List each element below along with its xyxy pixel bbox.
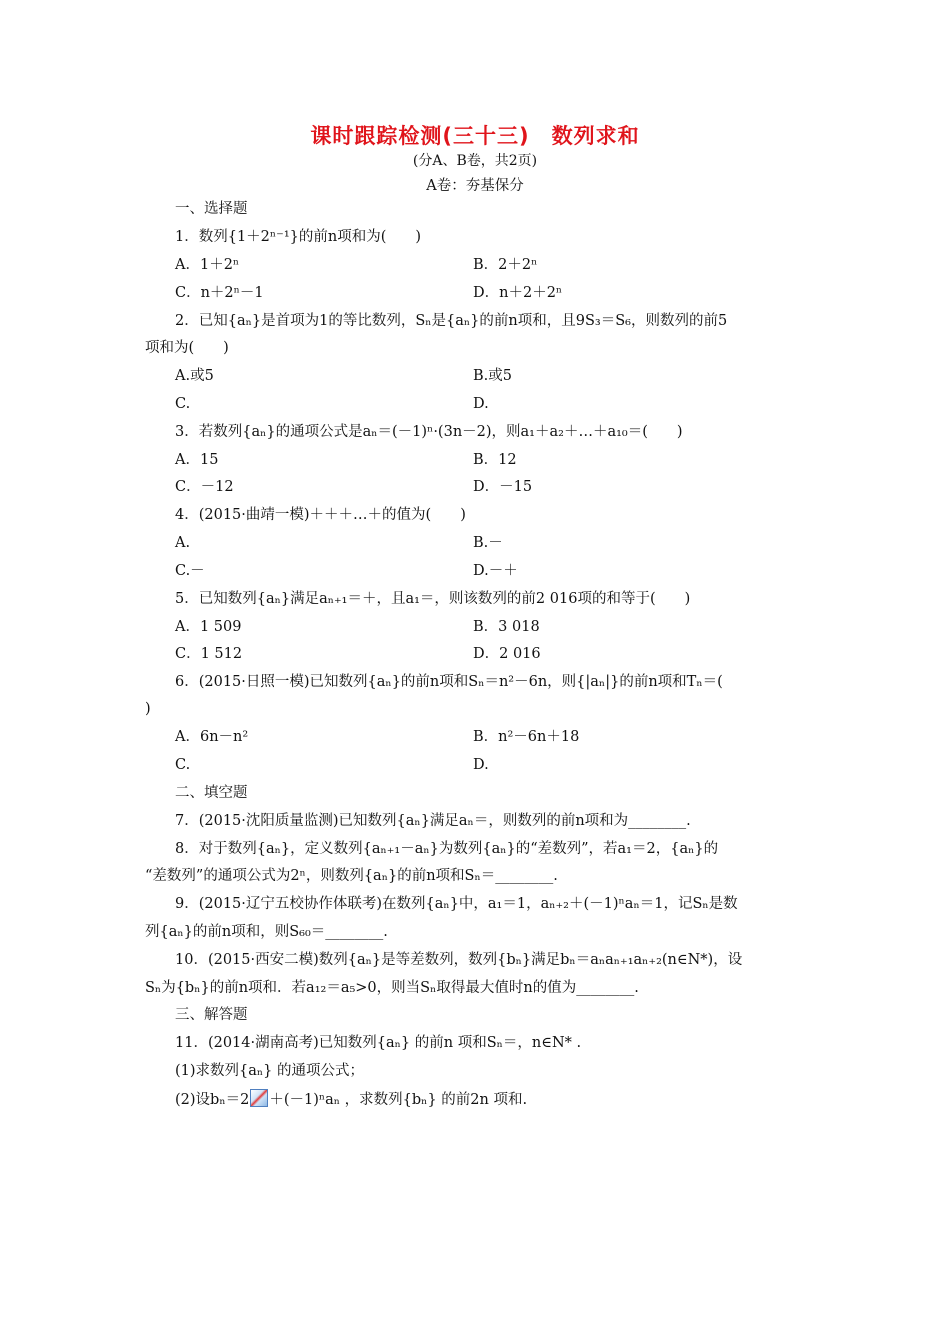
question-10-cont: Sₙ为{bₙ}的前n项和．若a₁₂＝a₅>0，则当Sₙ取得最大值时n的值为________. <box>145 980 639 996</box>
question-5: 5．已知数列{aₙ}满足aₙ₊₁＝＋，且a₁＝，则该数列的前2 016项的和等于( ) <box>175 591 691 607</box>
section-heading: 三、解答题 <box>175 1007 248 1023</box>
question-11-part-2 <box>175 1089 527 1110</box>
formula-image-icon <box>250 1089 268 1107</box>
option-b: B．n²－6n＋18 <box>473 729 580 745</box>
option-d: D. <box>473 757 489 773</box>
option-a: A．15 <box>175 452 219 468</box>
question-2-cont: 项和为( ) <box>145 340 229 356</box>
question-7: 7．(2015·沈阳质量监测)已知数列{aₙ}满足aₙ＝，则数列的前n项和为________. <box>175 813 691 829</box>
page-title: 课时跟踪检测(三十三) 数列求和 <box>310 124 640 148</box>
question-3: 3．若数列{aₙ}的通项公式是aₙ＝(－1)ⁿ·(3n－2)，则a₁＋a₂＋…＋a₁₀＝( ) <box>175 424 683 440</box>
option-b: B．3 018 <box>473 619 540 635</box>
question-10: 10．(2015·西安二模)数列{aₙ}是等差数列，数列{bₙ}满足bₙ＝aₙaₙ₊₁aₙ₊₂(n∈N*)，设 <box>175 952 743 968</box>
question-11: 11．(2014·湖南高考)已知数列{aₙ} 的前n 项和Sₙ＝，n∈N* . <box>175 1035 582 1051</box>
option-b: B.或5 <box>473 368 512 384</box>
question-8-cont: “差数列”的通项公式为2ⁿ，则数列{aₙ}的前n项和Sₙ＝________. <box>145 868 558 884</box>
option-a: A．1＋2ⁿ <box>175 257 240 273</box>
question-6-cont: ) <box>145 701 151 717</box>
section-heading: 二、填空题 <box>175 785 248 801</box>
option-a: A．1 509 <box>175 619 242 635</box>
option-a: A. <box>175 535 191 551</box>
option-b: B．12 <box>473 452 517 468</box>
option-b: B．2＋2ⁿ <box>473 257 538 273</box>
question-4: 4．(2015·曲靖一模)＋＋＋…＋的值为( ) <box>175 507 466 523</box>
question-9: 9．(2015·辽宁五校协作体联考)在数列{aₙ}中，a₁＝1，aₙ₊₂＋(－1)ⁿaₙ＝1，记Sₙ是数 <box>175 896 738 912</box>
option-d: D.－＋ <box>473 563 518 579</box>
option-c: C．－12 <box>175 479 234 495</box>
page-subtitle: (分A、B卷，共2页) <box>412 153 538 169</box>
question-11-part-1: (1)求数列{aₙ} 的通项公式； <box>175 1063 365 1079</box>
question-6: 6．(2015·日照一模)已知数列{aₙ}的前n项和Sₙ＝n²－6n，则{|aₙ|}的前n项和Tₙ＝( <box>175 674 723 690</box>
option-d: D．－15 <box>473 479 533 495</box>
section-heading: 一、选择题 <box>175 201 248 217</box>
question-9-cont: 列{aₙ}的前n项和，则S₆₀＝________. <box>145 924 388 940</box>
option-d: D．2 016 <box>473 646 541 662</box>
part-2-start: (2)设bₙ＝2 <box>175 1092 250 1108</box>
question-8: 8．对于数列{aₙ}，定义数列{aₙ₊₁－aₙ}为数列{aₙ}的“差数列”，若a₁＝2，{aₙ}的 <box>175 841 719 857</box>
option-c: C. <box>175 757 191 773</box>
option-d: D．n＋2＋2ⁿ <box>473 285 563 301</box>
option-a: A．6n－n² <box>175 729 249 745</box>
option-c: C．1 512 <box>175 646 243 662</box>
option-d: D. <box>473 396 489 412</box>
option-c: C.－ <box>175 563 205 579</box>
question-2: 2．已知{aₙ}是首项为1的等比数列，Sₙ是{aₙ}的前n项和，且9S₃＝S₆，则数列的前5 <box>175 313 728 329</box>
option-a: A.或5 <box>175 368 214 384</box>
question-1: 1．数列{1＋2ⁿ⁻¹}的前n项和为( ) <box>175 229 422 245</box>
option-c: C．n＋2ⁿ－1 <box>175 285 264 301</box>
section-a-heading: A卷：夯基保分 <box>426 178 524 194</box>
option-b: B.－ <box>473 535 503 551</box>
part-2-end: ＋(－1)ⁿaₙ ，求数列{bₙ} 的前2n 项和. <box>269 1092 528 1108</box>
option-c: C. <box>175 396 191 412</box>
